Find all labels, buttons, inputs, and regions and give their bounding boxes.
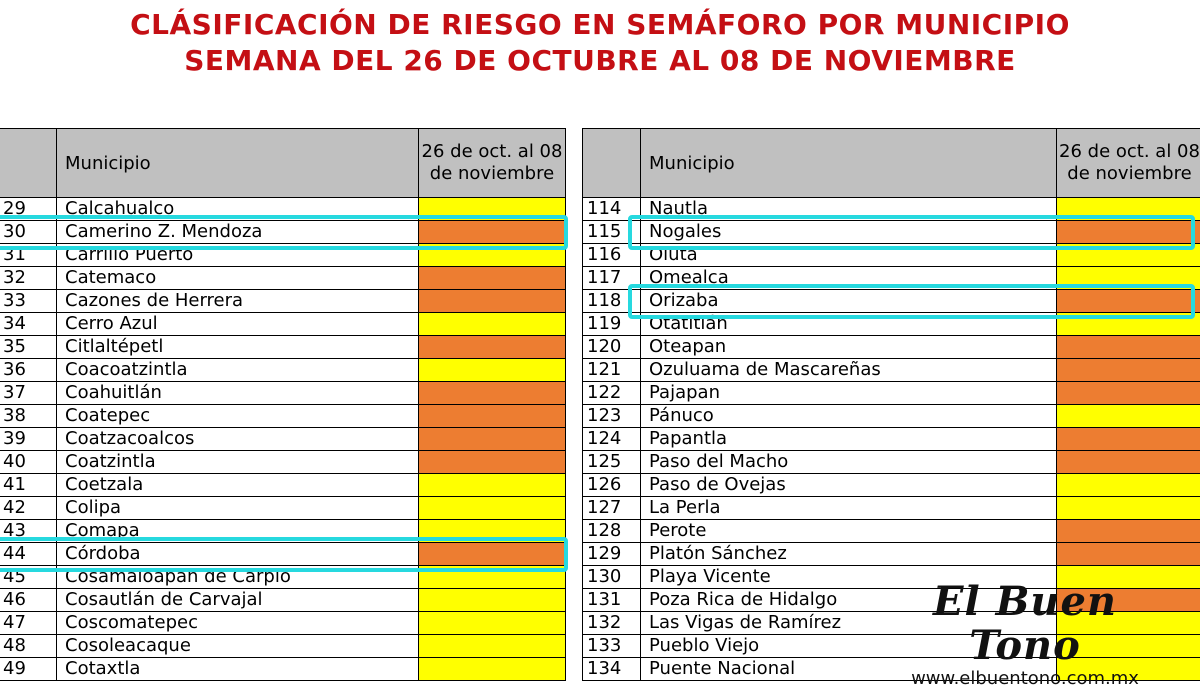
municipio-name: Nautla	[641, 198, 1057, 221]
table-row	[0, 474, 566, 497]
municipio-name: Pueblo Viejo	[641, 635, 1057, 658]
risk-color-cell	[1057, 543, 1200, 566]
municipio-name: Pánuco	[641, 405, 1057, 428]
row-number: 124	[583, 428, 641, 451]
table-row	[583, 359, 1200, 382]
table-row	[583, 474, 1200, 497]
row-number: 128	[583, 520, 641, 543]
table-row	[0, 359, 566, 382]
municipio-name: La Perla	[641, 497, 1057, 520]
row-number: 134	[583, 658, 641, 681]
highlight-box	[628, 215, 1195, 250]
table-header-row	[0, 129, 566, 198]
municipio-name: Carrillo Puerto	[57, 244, 419, 267]
municipio-name: Calcahualco	[57, 198, 419, 221]
row-number: 115	[583, 221, 641, 244]
municipio-name: Papantla	[641, 428, 1057, 451]
table-row	[0, 589, 566, 612]
row-number: 127	[583, 497, 641, 520]
left-risk-table	[0, 128, 566, 681]
row-number: 118	[583, 290, 641, 313]
risk-color-cell	[419, 428, 566, 451]
row-number: 38	[0, 405, 57, 428]
header-num	[583, 129, 641, 198]
row-number: 116	[583, 244, 641, 267]
municipio-name: Platón Sánchez	[641, 543, 1057, 566]
municipio-name: Cosamaloapan de Carpio	[57, 566, 419, 589]
risk-color-cell	[1057, 451, 1200, 474]
risk-color-cell	[419, 474, 566, 497]
row-number: 131	[583, 589, 641, 612]
row-number: 36	[0, 359, 57, 382]
header-period: 26 de oct. al 08 de noviembre	[1057, 129, 1200, 198]
risk-color-cell	[1057, 359, 1200, 382]
table-row	[0, 405, 566, 428]
risk-color-cell	[1057, 336, 1200, 359]
table-row	[0, 451, 566, 474]
row-number: 120	[583, 336, 641, 359]
watermark	[880, 580, 1170, 690]
table-row	[583, 405, 1200, 428]
risk-color-cell	[419, 336, 566, 359]
row-number: 31	[0, 244, 57, 267]
row-number: 44	[0, 543, 57, 566]
municipio-name: Playa Vicente	[641, 566, 1057, 589]
table-row	[0, 336, 566, 359]
municipio-name: Oteapan	[641, 336, 1057, 359]
risk-color-cell	[419, 290, 566, 313]
municipio-name: Coacoatzintla	[57, 359, 419, 382]
risk-color-cell	[1057, 497, 1200, 520]
municipio-name: Citlaltépetl	[57, 336, 419, 359]
table-row	[0, 612, 566, 635]
municipio-name: Pajapan	[641, 382, 1057, 405]
row-number: 130	[583, 566, 641, 589]
table-row	[0, 290, 566, 313]
row-number: 133	[583, 635, 641, 658]
risk-color-cell	[419, 313, 566, 336]
row-number: 37	[0, 382, 57, 405]
municipio-name: Colipa	[57, 497, 419, 520]
row-number: 45	[0, 566, 57, 589]
municipio-name: Coetzala	[57, 474, 419, 497]
table-row	[583, 428, 1200, 451]
municipio-name: Paso de Ovejas	[641, 474, 1057, 497]
row-number: 42	[0, 497, 57, 520]
row-number: 33	[0, 290, 57, 313]
header-municipio: Municipio	[57, 129, 419, 198]
row-number: 30	[0, 221, 57, 244]
risk-color-cell	[419, 267, 566, 290]
row-number: 32	[0, 267, 57, 290]
table-row	[0, 267, 566, 290]
table-row	[0, 382, 566, 405]
table-row	[0, 635, 566, 658]
municipio-name: Paso del Macho	[641, 451, 1057, 474]
risk-color-cell	[1057, 520, 1200, 543]
municipio-name: Poza Rica de Hidalgo	[641, 589, 1057, 612]
municipio-name: Ozuluama de Mascareñas	[641, 359, 1057, 382]
municipio-name: Coahuitlán	[57, 382, 419, 405]
row-number: 29	[0, 198, 57, 221]
header-period: 26 de oct. al 08 de noviembre	[419, 129, 566, 198]
municipio-name: Cerro Azul	[57, 313, 419, 336]
page-subtitle: SEMANA DEL 26 DE OCTUBRE AL 08 DE NOVIEMBRE	[0, 44, 1200, 77]
row-number: 40	[0, 451, 57, 474]
table-row	[0, 428, 566, 451]
municipio-name: Oluta	[641, 244, 1057, 267]
row-number: 49	[0, 658, 57, 681]
municipio-name: Cotaxtla	[57, 658, 419, 681]
header-num	[0, 129, 57, 198]
municipio-name: Coatepec	[57, 405, 419, 428]
municipio-name: Perote	[641, 520, 1057, 543]
row-number: 43	[0, 520, 57, 543]
municipio-name: Cazones de Herrera	[57, 290, 419, 313]
row-number: 125	[583, 451, 641, 474]
highlight-box	[0, 215, 568, 250]
watermark-url: www.elbuentono.com.mx	[880, 668, 1170, 690]
table-row	[583, 497, 1200, 520]
table-row	[0, 497, 566, 520]
municipio-name: Coatzacoalcos	[57, 428, 419, 451]
municipio-name: Camerino Z. Mendoza	[57, 221, 419, 244]
municipio-name: Cosautlán de Carvajal	[57, 589, 419, 612]
row-number: 41	[0, 474, 57, 497]
row-number: 123	[583, 405, 641, 428]
table-row	[583, 336, 1200, 359]
row-number: 119	[583, 313, 641, 336]
risk-color-cell	[419, 451, 566, 474]
municipio-name: Orizaba	[641, 290, 1057, 313]
highlight-box	[628, 284, 1195, 319]
row-number: 47	[0, 612, 57, 635]
header-municipio: Municipio	[641, 129, 1057, 198]
risk-color-cell	[419, 359, 566, 382]
municipio-name: Coatzintla	[57, 451, 419, 474]
risk-color-cell	[419, 635, 566, 658]
municipio-name: Puente Nacional	[641, 658, 1057, 681]
table-row	[583, 451, 1200, 474]
risk-color-cell	[419, 405, 566, 428]
municipio-name: Cosoleacaque	[57, 635, 419, 658]
row-number: 129	[583, 543, 641, 566]
risk-color-cell	[1057, 474, 1200, 497]
municipio-name: Omealca	[641, 267, 1057, 290]
table-row	[0, 313, 566, 336]
row-number: 39	[0, 428, 57, 451]
risk-color-cell	[1057, 405, 1200, 428]
row-number: 117	[583, 267, 641, 290]
row-number: 34	[0, 313, 57, 336]
municipio-name: Las Vigas de Ramírez	[641, 612, 1057, 635]
risk-color-cell	[419, 497, 566, 520]
table-row	[583, 382, 1200, 405]
row-number: 35	[0, 336, 57, 359]
risk-color-cell	[1057, 428, 1200, 451]
municipio-name: Otatitlán	[641, 313, 1057, 336]
row-number: 48	[0, 635, 57, 658]
table-header-row	[583, 129, 1200, 198]
risk-color-cell	[419, 382, 566, 405]
page-title: CLÁSIFICACIÓN DE RIESGO EN SEMÁFORO POR MUNICIPIO	[0, 8, 1200, 41]
table-row	[0, 658, 566, 681]
highlight-box	[0, 537, 568, 572]
row-number: 114	[583, 198, 641, 221]
municipio-name: Comapa	[57, 520, 419, 543]
municipio-name: Nogales	[641, 221, 1057, 244]
risk-color-cell	[1057, 382, 1200, 405]
risk-color-cell	[419, 612, 566, 635]
risk-color-cell	[419, 589, 566, 612]
table-row	[583, 520, 1200, 543]
row-number: 46	[0, 589, 57, 612]
row-number: 132	[583, 612, 641, 635]
watermark-logo: El Buen Tono	[880, 580, 1170, 668]
municipio-name: Catemaco	[57, 267, 419, 290]
table-row	[583, 543, 1200, 566]
row-number: 122	[583, 382, 641, 405]
row-number: 126	[583, 474, 641, 497]
municipio-name: Coscomatepec	[57, 612, 419, 635]
municipio-name: Córdoba	[57, 543, 419, 566]
row-number: 121	[583, 359, 641, 382]
risk-color-cell	[419, 658, 566, 681]
